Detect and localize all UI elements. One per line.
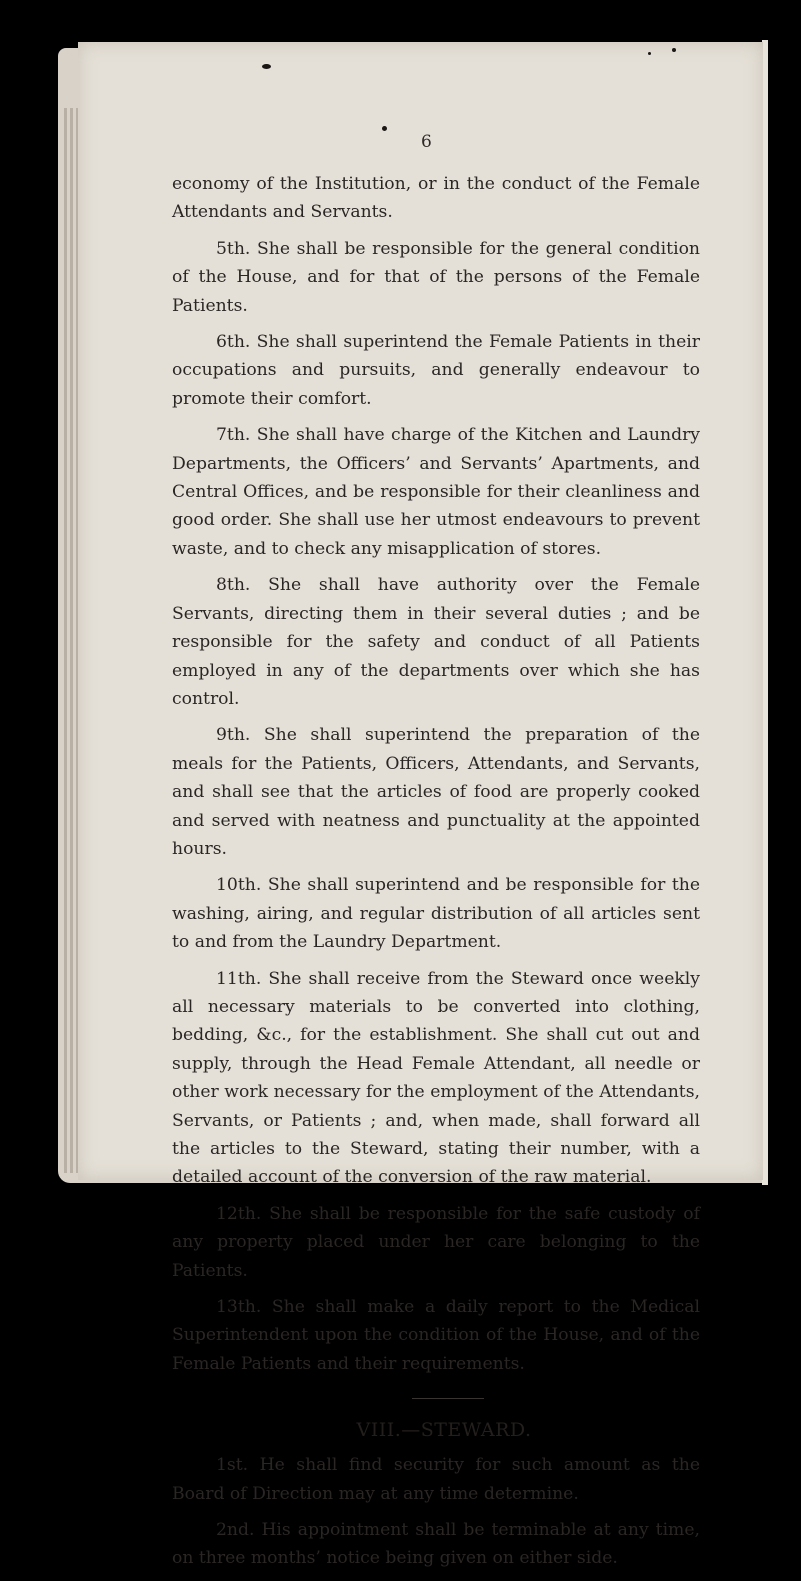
- paragraph: 9th. She shall superintend the preparation of the meals for the Patients, Officers, Attendants, and Servants, and shall see that the articles of food are properly cooked and served with neatness and punctuality at the appointed hours.: [172, 725, 700, 859]
- paragraph: 7th. She shall have charge of the Kitchen and Laundry Departments, the Officers’ and Servants’ Apartments, and Central Offices, and be responsible for their cleanliness and good order. She shall use her utmost endeavours to prevent waste, and to check any misapplication of stores.: [172, 425, 700, 559]
- page-edge: [64, 108, 67, 1173]
- paragraph: 1st. He shall find security for such amount as the Board of Direction may at any time determine.: [172, 1455, 700, 1504]
- ink-speck: [672, 48, 676, 52]
- section-heading: VIII.—STEWARD.: [356, 1419, 532, 1442]
- ink-speck: [262, 64, 271, 69]
- paragraph: 11th. She shall receive from the Steward once weekly all necessary materials to be converted into clothing, bedding, &c., for the establishment. She shall cut out and supply, through the Head Female Attendant, all needle or other work necessary for the employment of the Attendants, Servants, or Patients ; and, when made, shall forward all the articles to the Steward, stating their number, with a detailed account of the conversion of the raw material.: [172, 968, 700, 1188]
- ink-speck: [648, 52, 651, 55]
- paragraph: economy of the Institution, or in the conduct of the Female Attendants and Servants.: [172, 174, 700, 223]
- paragraph: 12th. She shall be responsible for the safe custody of any property placed under her care belonging to the Patients.: [172, 1203, 700, 1281]
- paragraph: 5th. She shall be responsible for the general condition of the House, and for that of the persons of the Female Patients.: [172, 238, 700, 316]
- page-number: 6: [421, 132, 432, 152]
- document-body: [172, 170, 700, 1581]
- section-divider: [412, 1398, 484, 1399]
- ink-speck: [382, 126, 387, 131]
- paragraph: 6th. She shall superintend the Female Patients in their occupations and pursuits, and generally endeavour to promote their comfort.: [172, 332, 700, 409]
- page-edge: [70, 108, 73, 1173]
- paragraph: 10th. She shall superintend and be responsible for the washing, airing, and regular distribution of all articles sent to and from the Laundry Department.: [172, 875, 700, 953]
- paragraph: 2nd. His appointment shall be terminable at any time, on three months’ notice being given on either side.: [172, 1520, 700, 1569]
- paragraph: 13th. She shall make a daily report to the Medical Superintendent upon the condition of the House, and of the Female Patients and their requirements.: [172, 1297, 700, 1374]
- paragraph: 8th. She shall have authority over the Female Servants, directing them in their several duties ; and be responsible for the safety and conduct of all Patients employed in any of the departments over which she has control.: [172, 575, 700, 709]
